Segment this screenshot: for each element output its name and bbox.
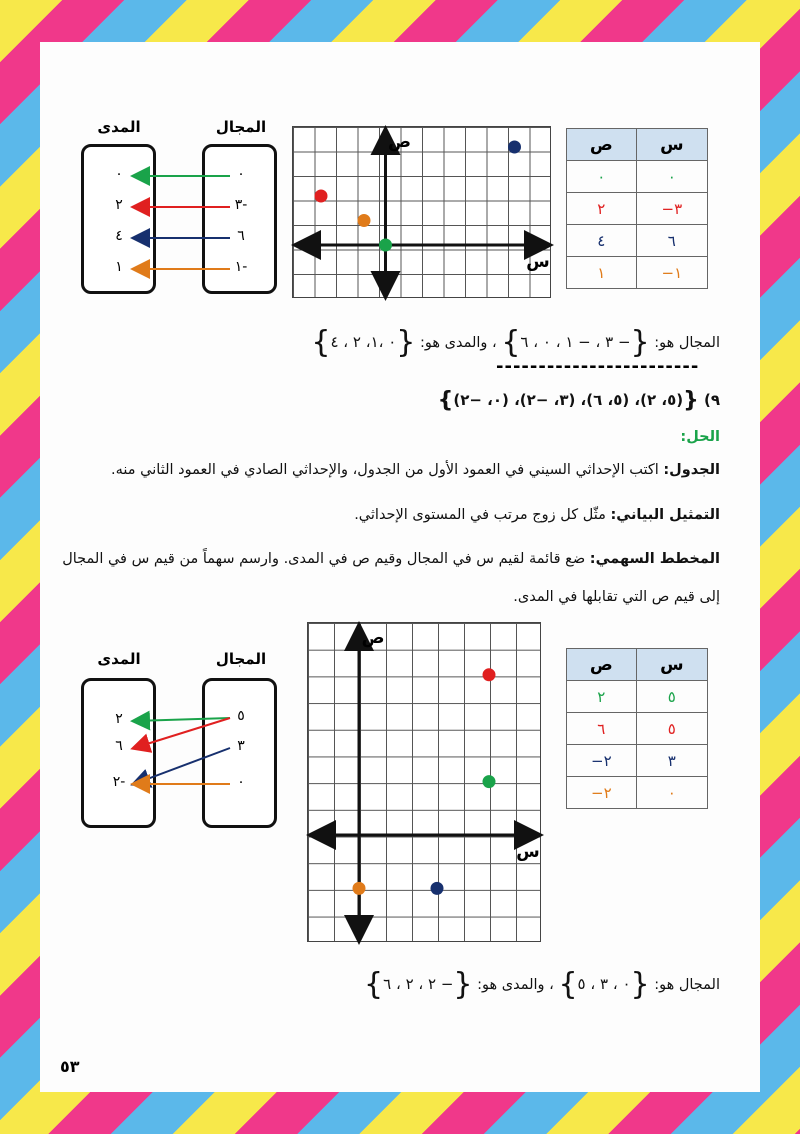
cell-x: ٥ bbox=[636, 713, 707, 745]
range-prefix: ، والمدى هو: bbox=[420, 335, 497, 351]
range-value: ٠ bbox=[115, 166, 123, 182]
cell-x: ٠ bbox=[636, 161, 707, 193]
cell-x: ١− bbox=[636, 257, 707, 289]
problem-number: ٩) bbox=[703, 391, 720, 409]
domain-set: ٠ ، ٣ ، ٥ bbox=[577, 975, 631, 993]
column-x-header: س bbox=[636, 649, 707, 681]
cell-y: ٢− bbox=[567, 745, 637, 777]
domain-label: المجال bbox=[215, 118, 267, 136]
cell-x: ٠ bbox=[636, 777, 707, 809]
arrow-term: المخطط السهمي: bbox=[589, 551, 720, 567]
step-arrow-continued: إلى قيم ص التي تقابلها في المدى. bbox=[513, 589, 720, 605]
domain-prefix: المجال هو: bbox=[654, 335, 720, 351]
range-set: ٠ ،١، ٢ ، ٤ bbox=[330, 333, 397, 351]
cell-x: ٦ bbox=[636, 225, 707, 257]
page-sheet bbox=[40, 42, 760, 1092]
column-x-header: س bbox=[636, 129, 707, 161]
column-y-header: ص bbox=[567, 129, 637, 161]
cell-y: ٠ bbox=[567, 161, 637, 193]
mapping-arrow bbox=[134, 718, 230, 721]
graph-term: التمثيل البياني: bbox=[610, 507, 720, 523]
column-y-header: ص bbox=[567, 649, 637, 681]
range-value: ١ bbox=[115, 259, 123, 275]
cell-y: ٢ bbox=[567, 193, 637, 225]
mapping-arrow bbox=[134, 748, 230, 784]
cell-x: ٣ bbox=[636, 745, 707, 777]
cell-x: ٣− bbox=[636, 193, 707, 225]
y-axis-label: ص bbox=[361, 628, 385, 648]
dashed-divider: ------------------------ bbox=[496, 356, 700, 377]
range-value: ٤ bbox=[115, 228, 123, 244]
cell-y: ٢ bbox=[567, 681, 637, 713]
range-value: ٢ bbox=[115, 197, 123, 213]
x-axis-label: س bbox=[526, 252, 550, 272]
domain-value: ٦ bbox=[237, 228, 245, 244]
domain-value: ١- bbox=[234, 259, 248, 275]
arrow-text: ضع قائمة لقيم س في المجال وقيم ص في المدى. وارسم سهماً من قيم س في المجال bbox=[62, 551, 590, 567]
range-value: ٢ bbox=[115, 711, 123, 727]
table-term: الجدول: bbox=[663, 462, 720, 478]
cell-y: ٤ bbox=[567, 225, 637, 257]
domain-value: ٣- bbox=[234, 197, 248, 213]
range-value: ٦ bbox=[115, 738, 123, 754]
mapping-arrow bbox=[134, 718, 230, 748]
domain-value: ٥ bbox=[237, 708, 245, 724]
domain-prefix: المجال هو: bbox=[654, 977, 720, 993]
cell-y: ١ bbox=[567, 257, 637, 289]
range-prefix: ، والمدى هو: bbox=[477, 977, 554, 993]
range-value: ٢- bbox=[112, 774, 126, 790]
solution-heading: الحل: bbox=[680, 429, 720, 445]
x-axis-label: س bbox=[516, 842, 540, 862]
page-number: ٥٣ bbox=[60, 1057, 80, 1076]
cell-y: ٦ bbox=[567, 713, 637, 745]
domain-value: ٠ bbox=[237, 774, 245, 790]
domain-set: − ٣ ، − ١ ، ٠ ، ٦ bbox=[520, 333, 631, 351]
domain-value: ٠ bbox=[237, 166, 245, 182]
cell-y: ٢− bbox=[567, 777, 637, 809]
problem-set: (٥، ٢)، (٥، ٦)، (٣، −٢)، (٠، −٢) bbox=[453, 391, 684, 409]
graph-text: مثّل كل زوج مرتب في المستوى الإحداثي. bbox=[354, 507, 611, 523]
domain-label: المجال bbox=[215, 650, 267, 668]
arrow-map-svg bbox=[40, 42, 760, 1092]
table-text: اكتب الإحداثي السيني في العمود الأول من الجدول، والإحداثي الصادي في العمود الثاني منه. bbox=[111, 462, 664, 478]
range-label: المدى bbox=[97, 118, 141, 136]
problem-9: ٩) {(٥، ٢)، (٥، ٦)، (٣، −٢)، (٠، −٢)} bbox=[437, 388, 720, 413]
y-axis-label: ص bbox=[388, 132, 411, 152]
range-set: − ٢ ، ٢ ، ٦ bbox=[383, 975, 454, 993]
domain-value: ٣ bbox=[237, 738, 245, 754]
cell-x: ٥ bbox=[636, 681, 707, 713]
result-line: المجال هو: {٠ ، ٣ ، ٥} ، والمدى هو: {− ٢ ، ٢ ، ٦} bbox=[364, 967, 720, 1002]
result-line: المجال هو: {− ٣ ، − ١ ، ٠ ، ٦} ، والمدى هو: {٠ ،١، ٢ ، ٤} bbox=[311, 325, 720, 360]
range-label: المدى bbox=[97, 650, 141, 668]
